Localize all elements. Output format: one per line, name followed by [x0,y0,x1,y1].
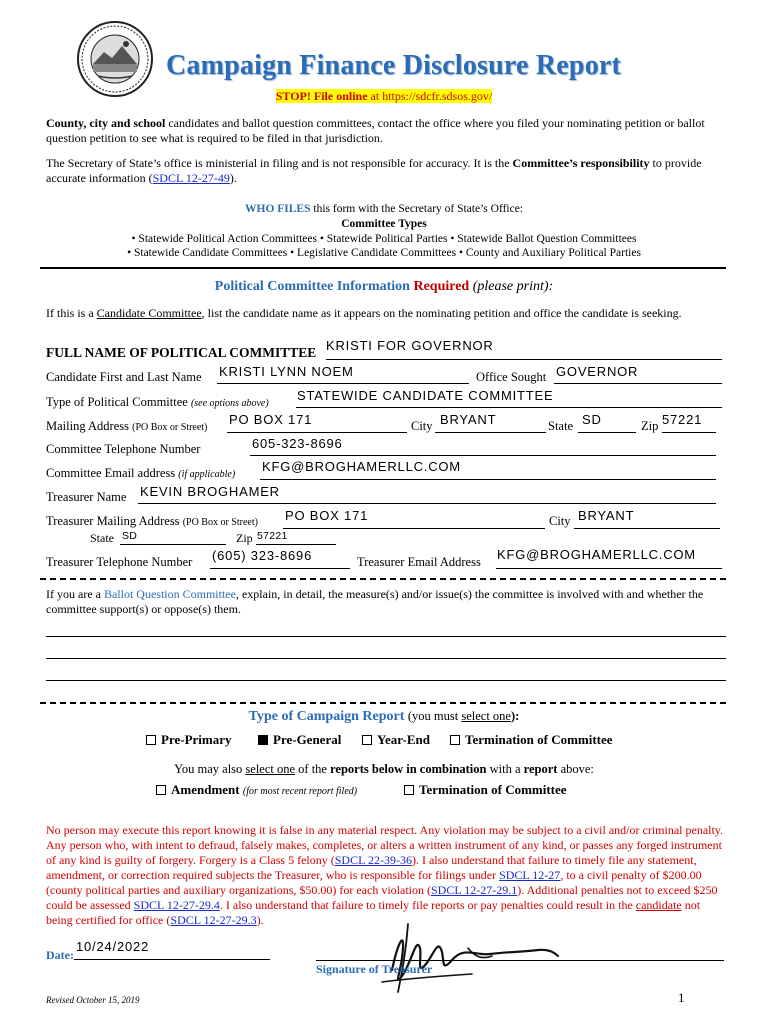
candidate-name-field[interactable]: KRISTI LYNN NOEM [219,364,354,379]
sdcl-12-27-29-4-link[interactable]: SDCL 12-27-29.4 [133,898,220,912]
intro-text: candidates and ballot question committees, contact the office where you filed your nominating petition or ballot question petition to see what is required to be filed in that jurisdiction. [46,116,705,145]
sdcl-12-27-49-link[interactable]: SDCL 12-27-49 [152,171,230,185]
intro2-b: to provide accurate information ( [46,156,702,185]
candidate-note [46,306,726,321]
stop-notice [0,89,768,104]
treasurer-email-field[interactable]: KFG@BROGHAMERLLC.COM [497,547,696,562]
termination-combo-checkbox[interactable] [404,782,567,798]
also-b: of the [298,762,327,776]
zip-field[interactable]: 57221 [662,412,703,427]
committee-type-field[interactable]: STATEWIDE CANDIDATE COMMITTEE [297,388,554,403]
signature-caption: Signature of Treasurer [316,962,433,976]
intro-bold: County, city and school [46,116,166,130]
report-type-instruction [408,709,519,723]
mailing-address-field[interactable]: PO BOX 171 [229,412,313,427]
sdcl-12-27-29-3-link[interactable]: SDCL 12-27-29.3 [170,913,257,927]
email-underline [260,479,716,480]
checkbox-icon [156,785,166,795]
t-mailing-underline [283,528,545,529]
treasurer-mailing-field[interactable]: PO BOX 171 [285,508,369,523]
legal-t2: ). I also understand that failure to timely file any statement, amendment, or correction required subjects the Treasurer, who is responsible for filings under [46,853,697,882]
divider [40,267,726,269]
termination-label: Termination of Committee [465,732,613,747]
required-label: Required [413,279,470,294]
t-email-underline [496,568,722,569]
treasurer-state-field[interactable]: SD [122,530,138,542]
city-label: City [411,419,433,433]
email-label-text: Committee Email address [46,466,176,480]
t-email-label: Treasurer Email Address [357,555,481,569]
city-underline [435,432,546,433]
treasurer-signature[interactable] [372,912,562,994]
ballot-a: If you are a [46,587,101,601]
checkbox-icon [362,735,372,745]
type-underline [296,407,722,408]
who-files-label: WHO FILES [245,203,311,215]
t-mailing-hint: (PO Box or Street) [182,517,258,528]
ballot-explanation-line-1[interactable] [46,636,726,637]
committee-info-title: Political Committee Information [214,279,410,294]
state-field[interactable]: SD [582,412,602,427]
pre-primary-label: Pre-Primary [161,732,232,747]
filing-url-link[interactable]: https://sdcfr.sdsos.gov/ [382,89,493,103]
sdcl-12-27-29-1-link[interactable]: SDCL 12-27-29.1 [431,883,518,897]
checkbox-icon [450,735,460,745]
who-files-line [0,202,768,216]
note-a: If this is a [46,306,94,320]
mailing-label-text: Mailing Address [46,419,129,433]
must-text: (you must [407,709,459,723]
committee-info-heading [0,279,768,295]
committee-types-heading: Committee Types [341,218,427,230]
treasurer-name-label: Treasurer Name [46,490,127,504]
office-sought-field[interactable]: GOVERNOR [556,364,639,379]
mailing-address-label [46,419,207,434]
email-hint: (if applicable) [178,469,236,480]
t-zip-underline [256,544,336,545]
also-c: with a [489,762,521,776]
committee-email-label [46,466,235,481]
report-type-title: Type of Campaign Report [248,709,405,724]
legal-t1: No person may execute this report knowing it is false in any material respect. Any violation may be subject to a civil and/or criminal penalty. Any person who, with intent to defraud, falsely makes, completes, or alters a written instrument of any kind, or passes any forged instrument of any kind is guilty of forgery. Forgery is a Class 5 felony ( [46,823,724,867]
page-number: 1 [678,990,685,1005]
candidate-name-label: Candidate First and Last Name [46,370,202,384]
candidate-term: candidate [635,898,682,912]
stop-text: STOP! File online [275,89,368,103]
pre-general-checkbox[interactable] [258,732,341,748]
committee-name-underline [326,359,722,360]
intro2-bold: Committee’s responsibility [512,156,650,170]
also-bold2: report [523,762,558,776]
mailing-underline [227,432,407,433]
t-city-label: City [549,514,571,528]
state-label: State [548,419,573,433]
t-zip-label: Zip [236,531,253,545]
candidate-committee-term: Candidate Committee [96,306,202,320]
amendment-label: Amendment [171,782,240,797]
city-field[interactable]: BRYANT [440,412,497,427]
date-field[interactable]: 10/24/2022 [76,939,150,954]
treasurer-mailing-label [46,514,258,529]
report-type-heading [0,709,768,725]
sdcl-22-39-36-link[interactable]: SDCL 22-39-36 [334,853,412,867]
type-label-text: Type of Political Committee [46,395,188,409]
legal-t7: ). [256,913,264,927]
ballot-explanation-line-2[interactable] [46,658,726,659]
legal-t4: ). Additional penalties not to exceed $250 could be assessed [46,883,718,912]
t-phone-label: Treasurer Telephone Number [46,555,193,569]
also-bold: reports below in combination [330,762,487,776]
stop-at: at [370,89,380,103]
treasurer-name-field[interactable]: KEVIN BROGHAMER [140,484,280,499]
office-sought-label: Office Sought [476,370,547,384]
type-hint: (see options above) [190,398,269,409]
t-city-underline [574,528,720,529]
ballot-b: , explain, in detail, the measure(s) and/or issue(s) the committee is involved with and whether the committee support(s) or oppose(s) them. [46,587,704,616]
intro-paragraph-1 [46,116,726,146]
select-one: select one [461,709,511,723]
pre-general-label: Pre-General [273,732,342,747]
state-underline [578,432,636,433]
amendment-checkbox[interactable] [156,782,357,798]
treasurer-phone-field[interactable]: (605) 323-8696 [212,548,313,563]
intro-paragraph-2 [46,156,726,186]
treasurer-zip-field[interactable]: 57221 [257,530,288,542]
intro2-c: ). [229,171,237,185]
divider [40,702,726,704]
close-text: ): [510,709,520,723]
treasurer-city-field[interactable]: BRYANT [578,508,635,523]
legal-t3: , to a civil penalty of $200.00 (county political parties and auxiliary organizations, $50.00) for each violation ( [46,868,702,897]
office-underline [554,383,722,384]
also-a: You may also [174,762,243,776]
page-title: Campaign Finance Disclosure Report [166,50,622,81]
committee-types-line-2: • Statewide Candidate Committees • Legislative Candidate Committees • County and Auxiliary Political Parties [127,247,641,259]
also-d: above: [560,762,594,776]
checkbox-icon [404,785,414,795]
state-seal-icon [76,20,154,98]
legal-t5: . I also understand that failure to timely file reports or pay penalties could result in the [219,898,633,912]
year-end-checkbox[interactable] [362,732,430,748]
t-state-underline [120,544,226,545]
committee-email-field[interactable]: KFG@BROGHAMERLLC.COM [262,459,461,474]
committee-phone-label: Committee Telephone Number [46,442,201,456]
checked-checkbox-icon [258,735,268,745]
mailing-hint: (PO Box or Street) [132,422,208,433]
t-state-label: State [90,531,114,545]
committee-type-label [46,395,269,410]
date-label: Date: [46,948,74,962]
termination-checkbox[interactable] [450,732,613,748]
date-underline [74,959,270,960]
ballot-explanation-line-3[interactable] [46,680,726,681]
sdcl-12-27-link[interactable]: SDCL 12-27 [499,868,561,882]
combination-note [0,762,768,776]
please-print: (please print): [472,279,554,294]
zip-label: Zip [641,419,659,433]
intro2-a: The Secretary of State’s office is ministerial in filing and is not responsible for accuracy. It is the [46,156,510,170]
note-b: , list the candidate name as it appears on the nominating petition and office the candidate is seeking. [201,306,682,320]
pre-primary-checkbox[interactable] [146,732,232,748]
also-select: select one [245,762,296,776]
revised-date: Revised October 15, 2019 [46,995,140,1005]
who-files-text: this form with the Secretary of State’s Office: [313,203,523,215]
committee-name-field[interactable]: KRISTI FOR GOVERNOR [326,338,494,353]
candidate-underline [217,383,469,384]
termination-combo-label: Termination of Committee [419,782,567,797]
t-phone-underline [210,568,350,569]
phone-underline [250,455,716,456]
committee-name-label: FULL NAME OF POLITICAL COMMITTEE [46,345,317,360]
ballot-question-note [46,587,726,617]
zip-underline [662,432,716,433]
committee-types-line-1: • Statewide Political Action Committees • Statewide Political Parties • Statewide Ballot Question Committees [131,233,637,245]
year-end-label: Year-End [377,732,430,747]
ballot-question-term: Ballot Question Committee [103,587,236,601]
amendment-hint: (for most recent report filed) [242,786,358,797]
legal-t6: not being certified for office ( [46,898,701,927]
treasurer-underline [138,503,716,504]
divider [40,578,726,580]
committee-phone-field[interactable]: 605-323-8696 [252,436,343,451]
checkbox-icon [146,735,156,745]
t-mailing-text: Treasurer Mailing Address [46,514,180,528]
